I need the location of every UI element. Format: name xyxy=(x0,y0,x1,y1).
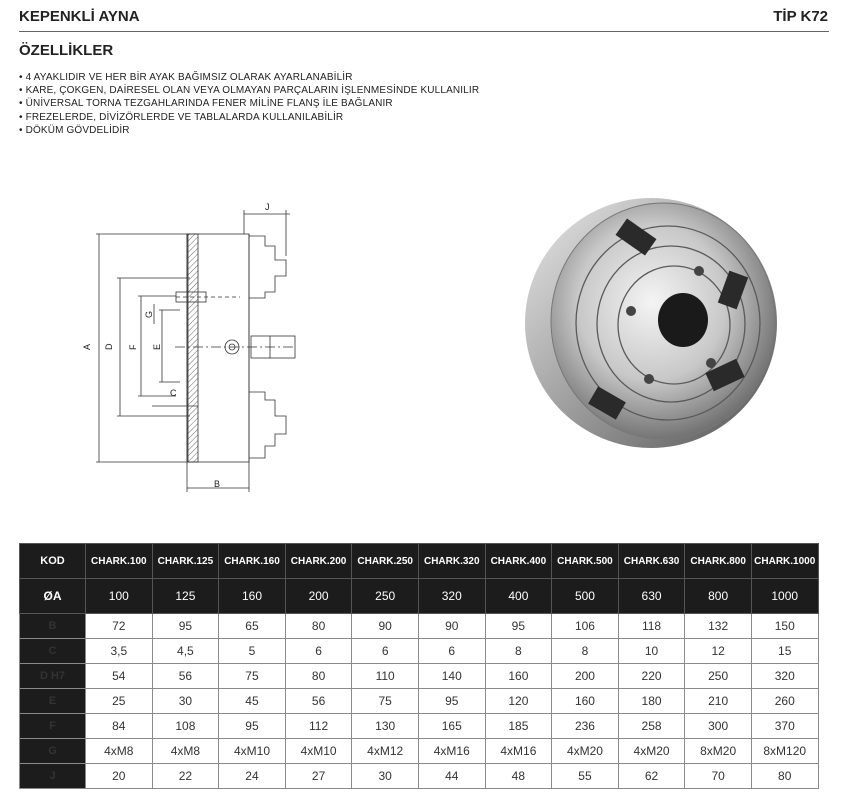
dim-label-g: G xyxy=(144,310,154,318)
table-cell: 120 xyxy=(485,689,552,714)
table-cell: 258 xyxy=(618,714,685,739)
table-cell: 80 xyxy=(285,614,352,639)
table-cell: 3,5 xyxy=(86,639,153,664)
column-header: CHARK.200 xyxy=(285,544,352,579)
table-cell: 6 xyxy=(285,639,352,664)
feature-item: • DÖKÜM GÖVDELİDİR xyxy=(19,124,479,137)
chuck-photo xyxy=(523,193,788,453)
table-cell: 8 xyxy=(552,639,619,664)
table-cell: 4xM20 xyxy=(552,739,619,764)
table-row xyxy=(20,614,819,639)
table-cell: 800 xyxy=(685,579,752,614)
row-label: F xyxy=(20,714,86,739)
column-header: CHARK.320 xyxy=(418,544,485,579)
table-cell: 4xM12 xyxy=(352,739,419,764)
table-cell: 10 xyxy=(618,639,685,664)
table-cell: 8 xyxy=(485,639,552,664)
table-header-row xyxy=(20,544,819,579)
table-row xyxy=(20,664,819,689)
dim-label-d: D xyxy=(104,343,114,350)
table-cell: 56 xyxy=(152,664,219,689)
table-cell: 6 xyxy=(352,639,419,664)
table-cell: 22 xyxy=(152,764,219,789)
table-row xyxy=(20,764,819,789)
table-cell: 106 xyxy=(552,614,619,639)
table-cell: 260 xyxy=(751,689,818,714)
table-cell: 25 xyxy=(86,689,153,714)
column-header: CHARK.250 xyxy=(352,544,419,579)
table-cell: 12 xyxy=(685,639,752,664)
table-row xyxy=(20,714,819,739)
row-label: E xyxy=(20,689,86,714)
table-cell: 160 xyxy=(219,579,286,614)
table-cell: 630 xyxy=(618,579,685,614)
column-header: CHARK.1000 xyxy=(751,544,818,579)
table-cell: 500 xyxy=(552,579,619,614)
table-cell: 6 xyxy=(418,639,485,664)
column-header: CHARK.160 xyxy=(219,544,286,579)
table-cell: 45 xyxy=(219,689,286,714)
table-cell: 70 xyxy=(685,764,752,789)
table-cell: 80 xyxy=(285,664,352,689)
table-cell: 8xM120 xyxy=(751,739,818,764)
table-cell: 55 xyxy=(552,764,619,789)
row-label: B xyxy=(20,614,86,639)
table-cell: 4xM16 xyxy=(485,739,552,764)
column-header: CHARK.500 xyxy=(552,544,619,579)
table-cell: 80 xyxy=(751,764,818,789)
table-cell: 110 xyxy=(352,664,419,689)
table-cell: 90 xyxy=(352,614,419,639)
specifications-table xyxy=(19,543,819,789)
table-cell: 95 xyxy=(418,689,485,714)
table-row xyxy=(20,689,819,714)
table-cell: 4xM10 xyxy=(285,739,352,764)
table-cell: 4xM16 xyxy=(418,739,485,764)
table-cell: 160 xyxy=(552,689,619,714)
table-cell: 140 xyxy=(418,664,485,689)
table-cell: 250 xyxy=(352,579,419,614)
table-cell: 54 xyxy=(86,664,153,689)
table-cell: 370 xyxy=(751,714,818,739)
table-cell: 185 xyxy=(485,714,552,739)
table-cell: 84 xyxy=(86,714,153,739)
table-cell: 4xM8 xyxy=(152,739,219,764)
table-cell: 180 xyxy=(618,689,685,714)
row-label: ØA xyxy=(20,579,86,614)
table-cell: 62 xyxy=(618,764,685,789)
table-cell: 4xM20 xyxy=(618,739,685,764)
table-cell: 210 xyxy=(685,689,752,714)
table-cell: 400 xyxy=(485,579,552,614)
table-cell: 30 xyxy=(352,764,419,789)
table-row xyxy=(20,579,819,614)
column-header: KOD xyxy=(20,544,86,579)
table-cell: 65 xyxy=(219,614,286,639)
table-cell: 320 xyxy=(418,579,485,614)
technical-drawing xyxy=(80,196,310,502)
table-cell: 5 xyxy=(219,639,286,664)
feature-item: • KARE, ÇOKGEN, DAİRESEL OLAN VEYA OLMAYAN PARÇALARIN İŞLENMESİNDE KULLANILIR xyxy=(19,84,479,97)
table-cell: 72 xyxy=(86,614,153,639)
table-cell: 165 xyxy=(418,714,485,739)
table-row xyxy=(20,639,819,664)
dim-label-a: A xyxy=(82,343,92,350)
row-label: D H7 xyxy=(20,664,86,689)
dim-label-b: B xyxy=(214,479,221,489)
table-cell: 112 xyxy=(285,714,352,739)
table-cell: 4xM8 xyxy=(86,739,153,764)
features-list xyxy=(19,71,479,137)
table-cell: 1000 xyxy=(751,579,818,614)
table-cell: 200 xyxy=(552,664,619,689)
row-label: J xyxy=(20,764,86,789)
table-cell: 24 xyxy=(219,764,286,789)
table-cell: 200 xyxy=(285,579,352,614)
table-cell: 48 xyxy=(485,764,552,789)
table-cell: 118 xyxy=(618,614,685,639)
table-cell: 15 xyxy=(751,639,818,664)
feature-item: • 4 AYAKLIDIR VE HER BİR AYAK BAĞIMSIZ OLARAK AYARLANABİLİR xyxy=(19,71,479,84)
column-header: CHARK.630 xyxy=(618,544,685,579)
row-label: G xyxy=(20,739,86,764)
dim-label-c: C xyxy=(170,388,177,398)
table-cell: 8xM20 xyxy=(685,739,752,764)
title-divider xyxy=(19,31,829,32)
table-cell: 27 xyxy=(285,764,352,789)
table-cell: 160 xyxy=(485,664,552,689)
table-cell: 300 xyxy=(685,714,752,739)
column-header: CHARK.100 xyxy=(86,544,153,579)
table-cell: 132 xyxy=(685,614,752,639)
table-cell: 75 xyxy=(219,664,286,689)
table-cell: 90 xyxy=(418,614,485,639)
table-cell: 130 xyxy=(352,714,419,739)
table-cell: 75 xyxy=(352,689,419,714)
row-label: C xyxy=(20,639,86,664)
table-cell: 4xM10 xyxy=(219,739,286,764)
table-cell: 4,5 xyxy=(152,639,219,664)
table-cell: 220 xyxy=(618,664,685,689)
table-cell: 320 xyxy=(751,664,818,689)
table-cell: 56 xyxy=(285,689,352,714)
dim-label-f: F xyxy=(128,344,138,350)
table-cell: 125 xyxy=(152,579,219,614)
page-title: KEPENKLİ AYNA xyxy=(19,8,140,25)
table-cell: 250 xyxy=(685,664,752,689)
table-cell: 95 xyxy=(485,614,552,639)
table-cell: 20 xyxy=(86,764,153,789)
table-cell: 236 xyxy=(552,714,619,739)
dim-label-j: J xyxy=(265,202,270,212)
table-cell: 30 xyxy=(152,689,219,714)
feature-item: • ÜNİVERSAL TORNA TEZGAHLARINDA FENER MİLİNE FLANŞ İLE BAĞLANIR xyxy=(19,97,479,110)
column-header: CHARK.400 xyxy=(485,544,552,579)
feature-item: • FREZELERDE, DİVİZÖRLERDE VE TABLALARDA KULLANILABİLİR xyxy=(19,111,479,124)
table-cell: 95 xyxy=(219,714,286,739)
table-cell: 95 xyxy=(152,614,219,639)
table-cell: 150 xyxy=(751,614,818,639)
table-row xyxy=(20,739,819,764)
column-header: CHARK.800 xyxy=(685,544,752,579)
column-header: CHARK.125 xyxy=(152,544,219,579)
product-type: TİP K72 xyxy=(773,8,828,25)
table-cell: 100 xyxy=(86,579,153,614)
table-cell: 108 xyxy=(152,714,219,739)
features-heading: ÖZELLİKLER xyxy=(19,42,114,59)
table-cell: 44 xyxy=(418,764,485,789)
dim-label-e: E xyxy=(152,343,162,350)
